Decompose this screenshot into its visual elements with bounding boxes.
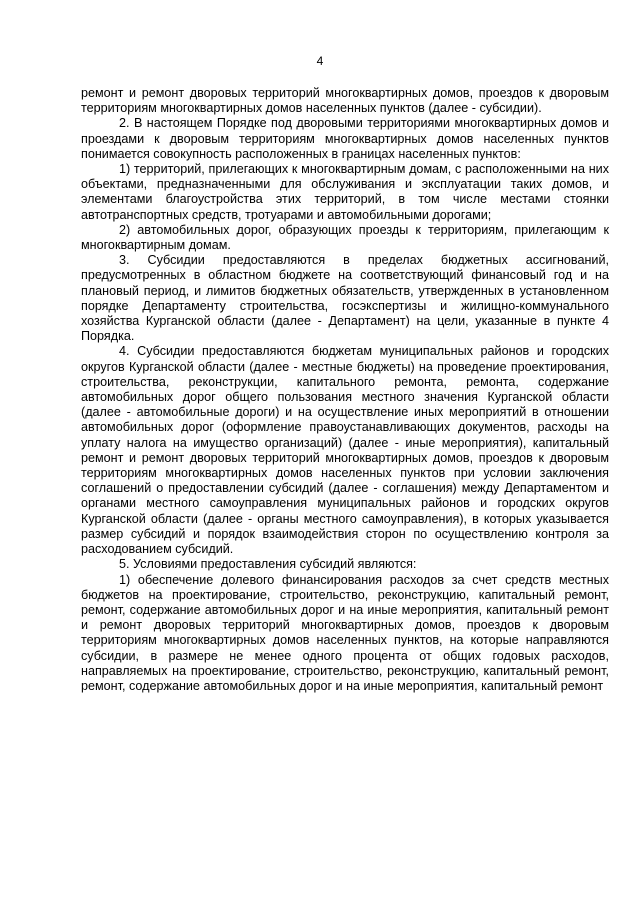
paragraph-2: 2. В настоящем Порядке под дворовыми территориями многоквартирных домов и проездами к дворовым территориям многоквартирных домов населенных пунктов понимается совокупность расположенных в границах населенных пунктов: — [81, 116, 609, 161]
paragraph-3: 3. Субсидии предоставляются в пределах бюджетных ассигнований, предусмотренных в областном бюджете на соответствующий финансовый год и на плановый период, и лимитов бюджетных обязательств, утвержденных в установленном порядке Департаменту строительства, госэкспертизы и жилищно-коммунального хозяйства Курганской области (далее - Департамент) на цели, указанные в пункте 4 Порядка. — [81, 253, 609, 344]
paragraph-2-item-1: 1) территорий, прилегающих к многоквартирным домам, с расположенными на них объектами, предназначенными для обслуживания и эксплуатации таких домов, и элементами благоустройства этих территорий, в том числе местами стоянки автотранспортных средств, тротуарами и автомобильными дорогами; — [81, 162, 609, 222]
paragraph-5-item-1: 1) обеспечение долевого финансирования расходов за счет средств местных бюджетов на проектирование, строительство, реконструкцию, капитальный ремонт, ремонт, содержание автомобильных дорог и на иные мероприятия, капитальный ремонт и ремонт дворовых территорий многоквартирных домов, проездов к дворовым территориям многоквартирных домов населенных пунктов, на которые направляются субсидии, в размере не менее одного процента от общих годовых расходов, направляемых на проектирование, строительство, реконструкцию, капитальный ремонт, ремонт, содержание автомобильных дорог и на иные мероприятия, капитальный ремонт — [81, 572, 609, 693]
paragraph-continuation: ремонт и ремонт дворовых территорий многоквартирных домов, проездов к дворовым территориям многоквартирных домов населенных пунктов (далее - субсидии). — [81, 86, 609, 116]
paragraph-4: 4. Субсидии предоставляются бюджетам муниципальных районов и городских округов Курганской области (далее - местные бюджеты) на проведение проектирования, строительства, реконструкции, капитального ремонта, ремонта, содержание автомобильных дорог общего пользования местного значения Курганской области (далее - автомобильные дороги) и на осуществление иных мероприятий в отношении автомобильных дорог (оформление правоустанавливающих документов, расходы на уплату налога на имущество организаций) (далее - иные мероприятия), капитальный ремонт и ремонт дворовых территорий многоквартирных домов, проездов к дворовым территориям многоквартирных домов населенных пунктов при условии заключения соглашений о предоставлении субсидий (далее - соглашения) между Департаментом и органами местного самоуправления муниципальных районов и городских округов Курганской области (далее - органы местного самоуправления), в которых указывается размер субсидий и порядок взаимодействия сторон по осуществлению контроля за расходованием субсидий. — [81, 344, 609, 557]
document-body — [81, 86, 609, 694]
paragraph-2-item-2: 2) автомобильных дорог, образующих проезды к территориям, прилегающим к многоквартирным домам. — [81, 222, 609, 253]
paragraph-5: 5. Условиями предоставления субсидий являются: — [119, 557, 417, 572]
page-number: 4 — [316, 54, 324, 68]
